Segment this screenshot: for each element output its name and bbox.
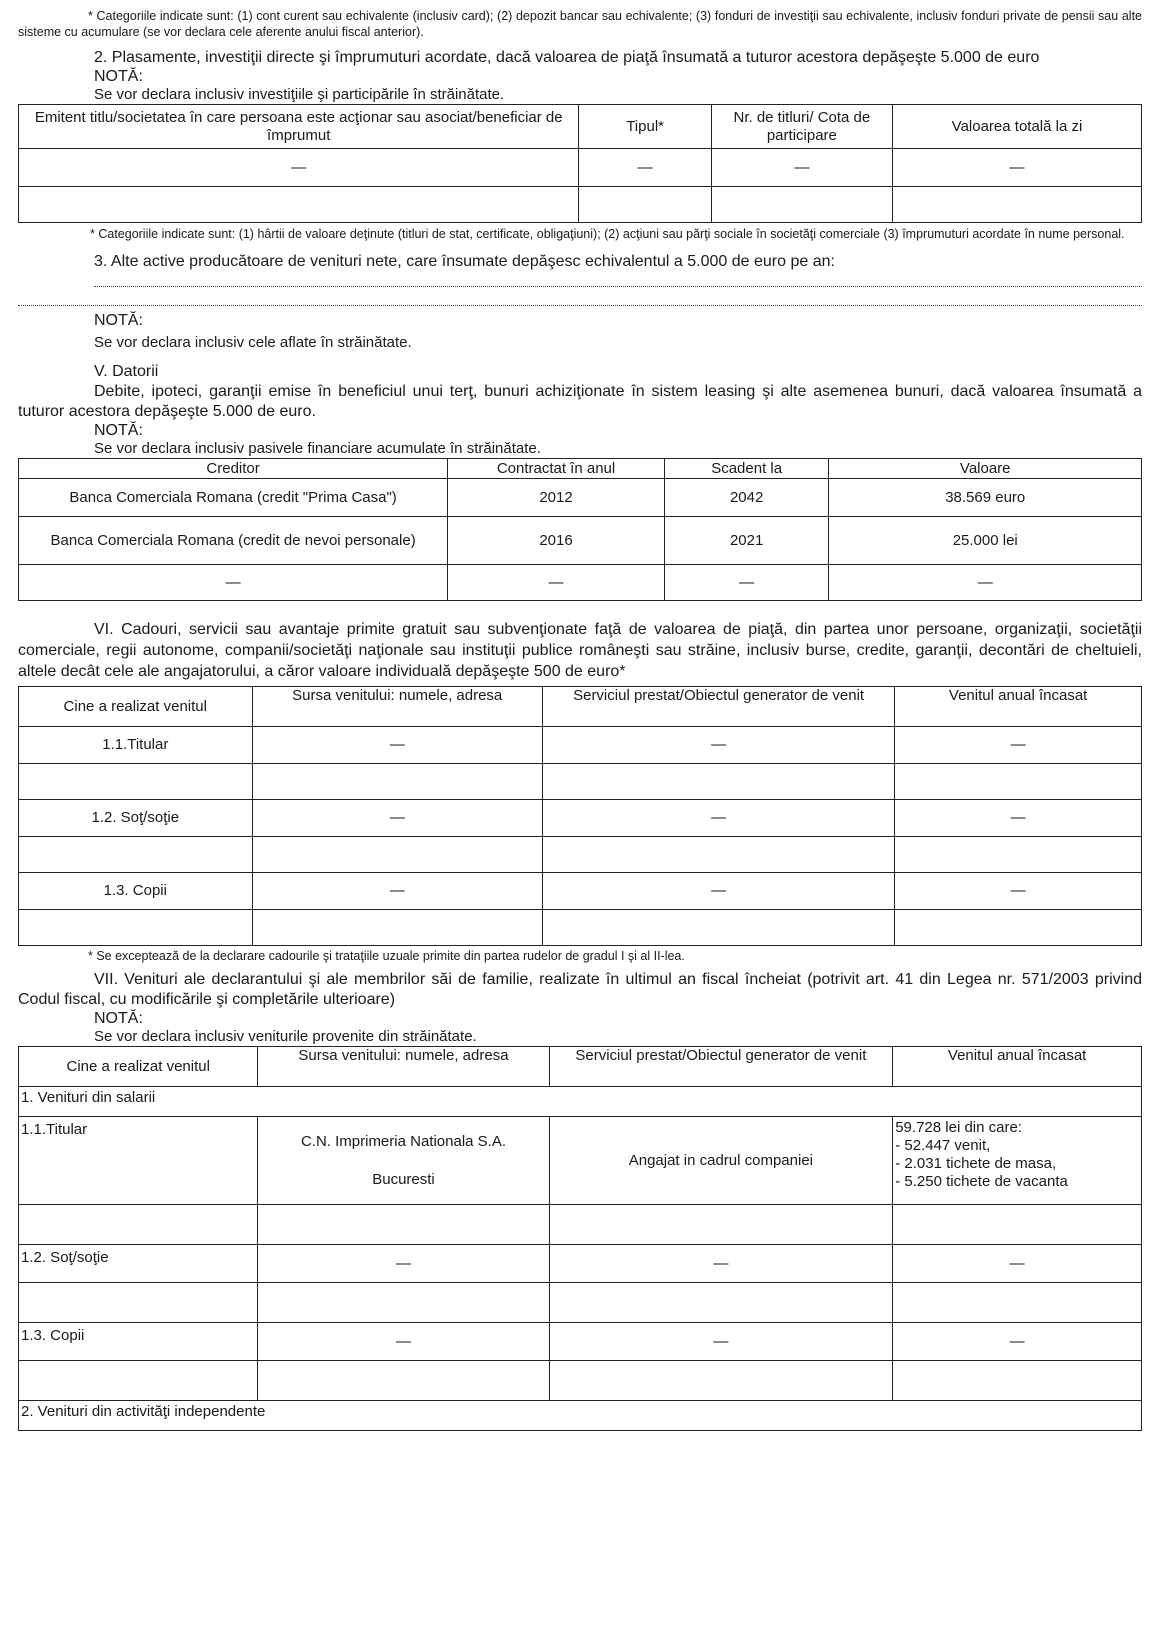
table-cell: — [19, 565, 448, 601]
table-cell [893, 1361, 1142, 1401]
table-cell [258, 1205, 549, 1245]
table-row [19, 764, 1142, 800]
section-3-nota-label: NOTĂ: [94, 312, 143, 329]
titular-income-line: - 52.447 venit, [895, 1137, 991, 1154]
header-cine: Cine a realizat venitul [19, 1047, 258, 1087]
table-cell: — [542, 800, 894, 837]
table-cell: Banca Comerciala Romana (credit de nevoi personale) [19, 517, 448, 565]
titular-income-line: - 2.031 tichete de masa, [895, 1155, 1057, 1172]
table-cell: — [895, 800, 1142, 837]
declaration-page [18, 8, 1142, 1431]
table-row [19, 873, 1142, 910]
group-salaries: 1. Venituri din salarii [19, 1087, 1142, 1117]
dotted-line [18, 291, 1142, 306]
titular-source-city: Bucuresti [372, 1170, 435, 1188]
table-cell [895, 837, 1142, 873]
table-cell [893, 1205, 1142, 1245]
table-row [19, 1117, 1142, 1205]
table-cell: — [893, 1245, 1142, 1283]
section-7-title: VII. Venituri ale declarantului şi ale membrilor săi de familie, realizate în ultimul an fiscal încheiat (potrivit art. 41 din Legea nr. 571/2003 privind Codul fiscal, cu modificările şi completările ulterioare) [18, 971, 1142, 1008]
footnote-categories-investments: * Categoriile indicate sunt: (1) hârtii de valoare deţinute (titluri de stat, certificate, obligaţiuni); (2) acţiuni sau părţi sociale în societăţi comerciale (3) împrumuturi acordate în nume personal. [90, 227, 1125, 241]
table-cell: — [258, 1245, 549, 1283]
table-cell [549, 1205, 893, 1245]
table-row [19, 837, 1142, 873]
table-cell [252, 764, 542, 800]
header-cine: Cine a realizat venitul [19, 687, 253, 727]
table-cell: — [448, 565, 665, 601]
table-row [19, 910, 1142, 946]
section-3-title: 3. Alte active producătoare de venituri nete, care însumate depăşesc echivalentul a 5.000 de euro pe an: [94, 253, 835, 270]
table-cell: — [542, 727, 894, 764]
table-cell [549, 1361, 893, 1401]
table-cell: — [711, 149, 892, 187]
header-nr-titluri: Nr. de titluri/ Cota de participare [711, 105, 892, 149]
table-cell [19, 764, 253, 800]
header-venitul: Venitul anual încasat [893, 1047, 1142, 1087]
table-cell [19, 1283, 258, 1323]
table-cell [19, 1361, 258, 1401]
table-row [19, 1245, 1142, 1283]
titular-income-line: - 5.250 tichete de vacanta [895, 1173, 1068, 1190]
table-row [19, 1283, 1142, 1323]
table-cell: — [19, 149, 579, 187]
titular-income-total: 59.728 lei din care: [895, 1119, 1022, 1136]
table-row [19, 149, 1142, 187]
table-row [19, 1323, 1142, 1361]
header-valoarea-totala: Valoarea totală la zi [893, 105, 1142, 149]
table-row [19, 727, 1142, 764]
group-independent: 2. Venituri din activităţi independente [19, 1401, 1142, 1431]
table-row [19, 1361, 1142, 1401]
titular-source-cell [258, 1117, 549, 1205]
table-cell [542, 764, 894, 800]
table-cell [579, 187, 711, 223]
table-cell: Banca Comerciala Romana (credit "Prima Casa") [19, 479, 448, 517]
table-cell [893, 187, 1142, 223]
table-cell: — [895, 873, 1142, 910]
table-cell: — [549, 1323, 893, 1361]
table-cell: — [252, 873, 542, 910]
table-cell: 1.1.Titular [19, 727, 253, 764]
table-cell: 2012 [448, 479, 665, 517]
header-serviciul: Serviciul prestat/Obiectul generator de venit [542, 687, 894, 727]
header-tipul: Tipul* [579, 105, 711, 149]
section-5-text: Debite, ipoteci, garanţii emise în beneficiul unui terţ, bunuri achiziţionate în sistem leasing şi alte asemenea bunuri, dacă valoarea însumată a tuturor acestora depăşeşte 5.000 de euro. [18, 383, 1142, 420]
header-creditor: Creditor [19, 459, 448, 479]
section-5-title: V. Datorii [94, 363, 159, 380]
table-cell: 2042 [664, 479, 829, 517]
section-2-title: 2. Plasamente, investiţii directe şi împrumuturi acordate, dacă valoarea de piaţă însumată a tuturor acestora depăşeşte 5.000 de euro [94, 49, 1040, 66]
table-row [19, 800, 1142, 837]
table-cell [252, 910, 542, 946]
titular-source-name: C.N. Imprimeria Nationala S.A. [300, 1132, 507, 1150]
income-table [18, 1046, 1142, 1431]
table-cell [542, 910, 894, 946]
row-label-titular: 1.1.Titular [19, 1117, 258, 1205]
table-cell [542, 837, 894, 873]
section-6-title: VI. Cadouri, servicii sau avantaje primite gratuit sau subvenţionate faţă de valoarea de piaţă, din partea unor persoane, organizaţii, societăţii comerciale, regii autonome, companii/societăţi naţionale sau instituţii publice româneşti sau străine, inclusiv burse, credite, garanţii, decontări de cheltuieli, altele decât cele ale angajatorului, a căror valoare individuală depăşeşte 500 de euro* [18, 621, 1142, 680]
row-label-sot: 1.2. Soţ/soţie [19, 1245, 258, 1283]
table-row [19, 479, 1142, 517]
table-cell [895, 764, 1142, 800]
section-2-nota-text: Se vor declara inclusiv investiţiile şi participările în străinătate. [94, 86, 505, 103]
table-cell: — [664, 565, 829, 601]
table-row [19, 187, 1142, 223]
header-scadent: Scadent la [664, 459, 829, 479]
titular-service: Angajat in cadrul companiei [549, 1117, 893, 1205]
header-serviciul: Serviciul prestat/Obiectul generator de venit [549, 1047, 893, 1087]
table-cell: — [579, 149, 711, 187]
footnote-gifts-exception: * Se exceptează de la declarare cadourile şi trataţiile uzuale primite din partea rudelor de gradul I şi al II-lea. [88, 949, 685, 963]
row-label-copii: 1.3. Copii [19, 1323, 258, 1361]
table-cell [252, 837, 542, 873]
table-cell [258, 1361, 549, 1401]
footnote-categories-accounts: * Categoriile indicate sunt: (1) cont curent sau echivalente (inclusiv card); (2) depozit bancar sau echivalente; (3) fonduri de investiţii sau echivalente, inclusiv fonduri private de pensii sau alte sisteme cu acumulare (se vor declara cele aferente anului fiscal anterior). [18, 9, 1142, 39]
table-cell [549, 1283, 893, 1323]
investments-table [18, 104, 1142, 223]
table-cell: — [258, 1323, 549, 1361]
header-valoare: Valoare [829, 459, 1142, 479]
header-emitent: Emitent titlu/societatea în care persoana este acţionar sau asociat/beneficiar de împrumut [19, 105, 579, 149]
table-cell: — [252, 727, 542, 764]
titular-income-cell [893, 1117, 1142, 1205]
table-row [19, 565, 1142, 601]
table-cell: — [893, 149, 1142, 187]
header-venitul: Venitul anual încasat [895, 687, 1142, 727]
table-cell [19, 187, 579, 223]
table-cell [258, 1283, 549, 1323]
table-cell: 38.569 euro [829, 479, 1142, 517]
table-cell [19, 1205, 258, 1245]
table-cell: 2021 [664, 517, 829, 565]
table-cell: 25.000 lei [829, 517, 1142, 565]
section-5-nota-text: Se vor declara inclusiv pasivele financiare acumulate în străinătate. [94, 440, 541, 457]
table-cell: — [893, 1323, 1142, 1361]
table-cell [893, 1283, 1142, 1323]
table-cell [19, 837, 253, 873]
dotted-line [94, 272, 1142, 287]
table-row [19, 1205, 1142, 1245]
table-cell [19, 910, 253, 946]
debts-table [18, 458, 1142, 601]
section-7-nota-text: Se vor declara inclusiv veniturile provenite din străinătate. [94, 1028, 477, 1045]
section-5-nota-label: NOTĂ: [94, 422, 143, 439]
table-cell [895, 910, 1142, 946]
table-cell: 1.2. Soţ/soţie [19, 800, 253, 837]
table-cell: — [895, 727, 1142, 764]
table-cell [711, 187, 892, 223]
table-cell: 2016 [448, 517, 665, 565]
section-7-nota-label: NOTĂ: [94, 1010, 143, 1027]
header-sursa: Sursa venitului: numele, adresa [252, 687, 542, 727]
section-2-nota-label: NOTĂ: [94, 68, 143, 85]
table-cell: — [542, 873, 894, 910]
table-cell: — [549, 1245, 893, 1283]
section-3-nota-text: Se vor declara inclusiv cele aflate în străinătate. [94, 334, 412, 351]
table-row [19, 517, 1142, 565]
table-cell: — [829, 565, 1142, 601]
header-sursa: Sursa venitului: numele, adresa [258, 1047, 549, 1087]
header-contractat: Contractat în anul [448, 459, 665, 479]
table-cell: 1.3. Copii [19, 873, 253, 910]
gifts-table [18, 686, 1142, 946]
table-cell: — [252, 800, 542, 837]
